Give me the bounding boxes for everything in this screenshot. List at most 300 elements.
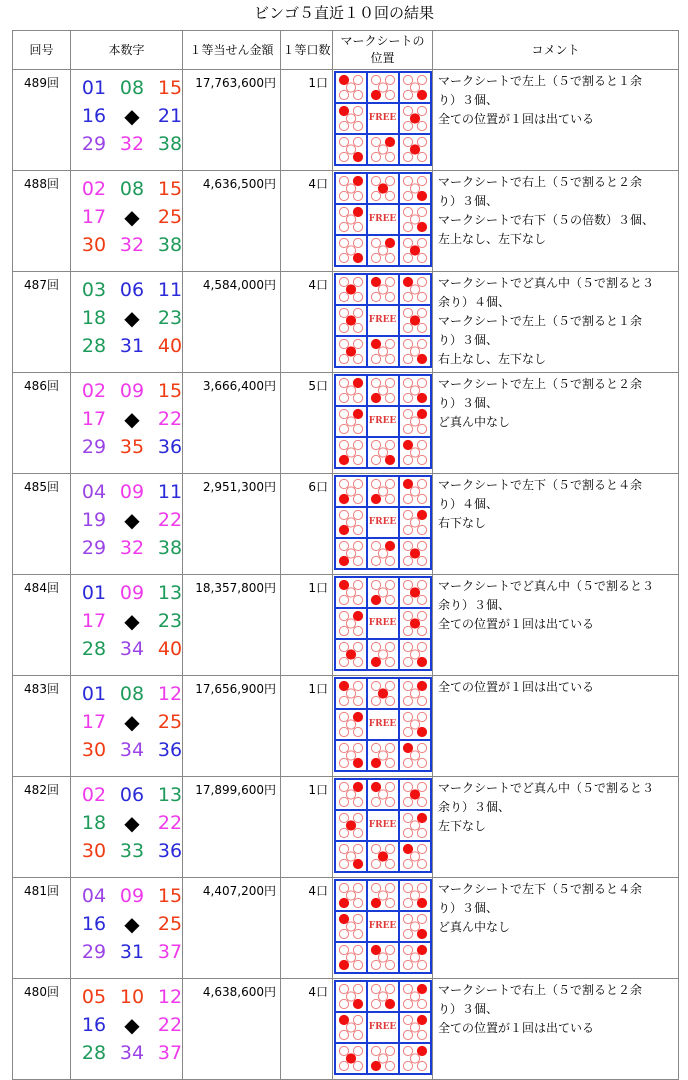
comment-line: マークシートで右上（５で割ると２余 <box>438 983 643 997</box>
empty-mark-icon <box>371 455 380 464</box>
sheet-cell <box>367 437 399 468</box>
empty-mark-icon <box>353 339 362 348</box>
winning-number: 34 <box>119 739 145 761</box>
comment-line: り）３個、 <box>438 396 499 410</box>
empty-mark-icon <box>339 152 348 161</box>
empty-mark-icon <box>385 898 394 907</box>
winning-number: 15 <box>157 380 183 402</box>
empty-mark-icon <box>353 556 362 565</box>
empty-mark-icon <box>353 696 362 705</box>
comment-line: マークシートでど真ん中（５で割ると３ <box>438 276 655 290</box>
winning-number: 32 <box>119 537 145 559</box>
comment-line: 全ての位置が１回は出ている <box>438 1021 595 1035</box>
empty-mark-icon <box>353 1061 362 1070</box>
empty-mark-icon <box>339 191 348 200</box>
mark-circles-icon <box>336 205 366 234</box>
filled-mark-icon <box>371 1061 380 1070</box>
winning-number: 37 <box>157 941 183 963</box>
sheet-cell <box>335 779 367 810</box>
mark-circles-icon <box>336 174 366 203</box>
sheet-cell <box>335 709 367 740</box>
winning-number: 01 <box>81 683 107 705</box>
mark-circles-icon <box>400 609 430 638</box>
empty-mark-icon <box>353 797 362 806</box>
empty-mark-icon <box>371 292 380 301</box>
first-prize-count: 4口 <box>281 272 333 373</box>
filled-mark-icon <box>385 455 394 464</box>
empty-mark-icon <box>353 844 362 853</box>
empty-mark-icon <box>346 922 355 931</box>
mark-circles-icon <box>400 438 430 467</box>
winning-number: 08 <box>119 683 145 705</box>
empty-mark-icon <box>339 758 348 767</box>
empty-mark-icon <box>339 541 348 550</box>
sheet-cell <box>335 810 367 841</box>
table-row <box>13 878 679 979</box>
empty-mark-icon <box>346 386 355 395</box>
table-row <box>13 70 679 171</box>
empty-mark-icon <box>339 1030 348 1039</box>
sheet-cell <box>399 1012 431 1043</box>
empty-mark-icon <box>410 852 419 861</box>
empty-mark-icon <box>353 222 362 231</box>
winning-number: 34 <box>119 1042 145 1064</box>
mark-circles-icon <box>400 135 430 164</box>
sheet-cell <box>399 103 431 134</box>
mark-circles-icon <box>400 780 430 809</box>
filled-mark-icon <box>339 494 348 503</box>
filled-mark-icon <box>417 945 426 954</box>
empty-mark-icon <box>371 238 380 247</box>
sheet-cell <box>335 911 367 942</box>
empty-mark-icon <box>353 929 362 938</box>
empty-mark-icon <box>385 681 394 690</box>
empty-mark-icon <box>385 393 394 402</box>
mark-circles-icon <box>336 73 366 102</box>
winning-number: 30 <box>81 840 107 862</box>
round-number: 485回 <box>13 474 71 575</box>
winning-numbers <box>71 474 183 575</box>
empty-mark-icon <box>371 984 380 993</box>
comment-line: マークシートで左上（５で割ると１余 <box>438 314 643 328</box>
empty-mark-icon <box>403 308 412 317</box>
sheet-cell <box>335 134 367 165</box>
mark-circles-icon <box>400 578 430 607</box>
empty-mark-icon <box>339 277 348 286</box>
empty-mark-icon <box>346 549 355 558</box>
sheet-cell <box>367 779 399 810</box>
empty-mark-icon <box>410 953 419 962</box>
filled-mark-icon <box>371 277 380 286</box>
sheet-cell <box>367 235 399 266</box>
winning-number: 17 <box>81 408 107 430</box>
free-diamond-icon: ◆ <box>124 306 140 330</box>
empty-mark-icon <box>417 859 426 868</box>
empty-mark-icon <box>403 424 412 433</box>
sheet-cell <box>367 336 399 367</box>
winning-number: 09 <box>119 380 145 402</box>
mark-circles-icon <box>400 881 430 910</box>
empty-mark-icon <box>353 479 362 488</box>
free-cell: FREE <box>367 103 399 134</box>
winning-number: 36 <box>157 436 183 458</box>
empty-mark-icon <box>403 191 412 200</box>
mark-circles-icon <box>400 1044 430 1073</box>
filled-mark-icon <box>353 611 362 620</box>
first-prize-amount: 17,656,900円 <box>183 676 281 777</box>
empty-mark-icon <box>346 1023 355 1032</box>
empty-mark-icon <box>378 751 387 760</box>
winning-numbers <box>71 272 183 373</box>
mark-circles-icon <box>368 135 398 164</box>
empty-mark-icon <box>378 347 387 356</box>
empty-mark-icon <box>417 238 426 247</box>
winning-number: 08 <box>119 178 145 200</box>
filled-mark-icon <box>346 1054 355 1063</box>
empty-mark-icon <box>371 378 380 387</box>
filled-mark-icon <box>353 712 362 721</box>
empty-mark-icon <box>403 984 412 993</box>
round-number: 482回 <box>13 777 71 878</box>
empty-mark-icon <box>353 657 362 666</box>
empty-mark-icon <box>353 277 362 286</box>
empty-mark-icon <box>410 417 419 426</box>
empty-mark-icon <box>339 1046 348 1055</box>
empty-mark-icon <box>417 696 426 705</box>
empty-mark-icon <box>371 75 380 84</box>
sheet-cell <box>335 103 367 134</box>
mark-circles-icon <box>336 1013 366 1042</box>
empty-mark-icon <box>339 479 348 488</box>
mark-circles-icon <box>400 539 430 568</box>
sheet-cell <box>399 841 431 872</box>
empty-mark-icon <box>410 83 419 92</box>
empty-mark-icon <box>339 595 348 604</box>
empty-mark-icon <box>378 83 387 92</box>
empty-mark-icon <box>417 494 426 503</box>
empty-mark-icon <box>403 409 412 418</box>
winning-number: 16 <box>81 105 107 127</box>
empty-mark-icon <box>417 339 426 348</box>
empty-mark-icon <box>339 137 348 146</box>
mark-circles-icon <box>336 982 366 1011</box>
sheet-cell <box>335 740 367 771</box>
winning-number: 01 <box>81 582 107 604</box>
empty-mark-icon <box>417 712 426 721</box>
filled-mark-icon <box>417 409 426 418</box>
empty-mark-icon <box>385 556 394 565</box>
mark-circles-icon <box>336 943 366 972</box>
mark-circles-icon <box>400 236 430 265</box>
mark-circles-icon <box>368 842 398 871</box>
empty-mark-icon <box>410 184 419 193</box>
first-prize-amount: 17,899,600円 <box>183 777 281 878</box>
empty-mark-icon <box>346 215 355 224</box>
sheet-cell <box>399 639 431 670</box>
empty-mark-icon <box>353 960 362 969</box>
empty-mark-icon <box>346 852 355 861</box>
empty-mark-icon <box>403 626 412 635</box>
filled-mark-icon <box>410 114 419 123</box>
empty-mark-icon <box>403 75 412 84</box>
empty-mark-icon <box>371 253 380 262</box>
empty-mark-icon <box>353 525 362 534</box>
empty-mark-icon <box>353 743 362 752</box>
winning-number: 12 <box>157 986 183 1008</box>
mark-circles-icon <box>400 275 430 304</box>
filled-mark-icon <box>371 494 380 503</box>
filled-mark-icon <box>403 844 412 853</box>
empty-mark-icon <box>378 953 387 962</box>
comment <box>433 171 679 272</box>
empty-mark-icon <box>371 960 380 969</box>
winning-number: 16 <box>81 913 107 935</box>
comment-line: 余り）３個、 <box>438 598 511 612</box>
winning-number: 18 <box>81 307 107 329</box>
winning-number: 15 <box>157 885 183 907</box>
first-prize-count: 6口 <box>281 474 333 575</box>
sheet-cell <box>367 740 399 771</box>
empty-mark-icon <box>385 696 394 705</box>
empty-mark-icon <box>410 448 419 457</box>
comment-line: り）３個、 <box>438 194 499 208</box>
empty-mark-icon <box>339 626 348 635</box>
empty-mark-icon <box>403 525 412 534</box>
free-cell: FREE <box>367 709 399 740</box>
empty-mark-icon <box>371 580 380 589</box>
filled-mark-icon <box>353 758 362 767</box>
header-sheet <box>333 31 433 70</box>
winning-number: 02 <box>81 784 107 806</box>
empty-mark-icon <box>378 1054 387 1063</box>
filled-mark-icon <box>410 619 419 628</box>
first-prize-amount: 18,357,800円 <box>183 575 281 676</box>
empty-mark-icon <box>385 743 394 752</box>
mark-circles-icon <box>400 174 430 203</box>
empty-mark-icon <box>371 999 380 1008</box>
empty-mark-icon <box>403 494 412 503</box>
empty-mark-icon <box>353 191 362 200</box>
winning-numbers <box>71 373 183 474</box>
table-row <box>13 171 679 272</box>
empty-mark-icon <box>346 487 355 496</box>
mark-circles-icon <box>368 438 398 467</box>
filled-mark-icon <box>371 898 380 907</box>
empty-mark-icon <box>403 898 412 907</box>
empty-mark-icon <box>339 409 348 418</box>
mark-circles-icon <box>336 710 366 739</box>
filled-mark-icon <box>346 650 355 659</box>
empty-mark-icon <box>346 689 355 698</box>
comment <box>433 70 679 171</box>
empty-mark-icon <box>339 510 348 519</box>
empty-mark-icon <box>371 883 380 892</box>
sheet-cell <box>399 1043 431 1074</box>
empty-mark-icon <box>346 114 355 123</box>
first-prize-amount: 4,584,000円 <box>183 272 281 373</box>
table-row <box>13 979 679 1080</box>
sheet-cell <box>399 911 431 942</box>
empty-mark-icon <box>346 790 355 799</box>
empty-mark-icon <box>371 152 380 161</box>
mark-circles-icon <box>368 780 398 809</box>
empty-mark-icon <box>339 1061 348 1070</box>
empty-mark-icon <box>417 121 426 130</box>
mark-sheet-position <box>333 70 433 171</box>
empty-mark-icon <box>385 253 394 262</box>
sheet-cell <box>367 942 399 973</box>
filled-mark-icon <box>353 999 362 1008</box>
filled-mark-icon <box>410 316 419 325</box>
empty-mark-icon <box>339 440 348 449</box>
filled-mark-icon <box>403 479 412 488</box>
round-number: 489回 <box>13 70 71 171</box>
winning-number: 36 <box>157 739 183 761</box>
mark-circles-icon <box>336 477 366 506</box>
empty-mark-icon <box>353 90 362 99</box>
empty-mark-icon <box>417 743 426 752</box>
mark-circles-icon <box>368 376 398 405</box>
comment-line: 余り）３個、 <box>438 800 511 814</box>
sheet-cell <box>335 274 367 305</box>
empty-mark-icon <box>417 782 426 791</box>
filled-mark-icon <box>371 758 380 767</box>
sheet-cell <box>335 942 367 973</box>
filled-mark-icon <box>371 339 380 348</box>
empty-mark-icon <box>339 929 348 938</box>
empty-mark-icon <box>403 782 412 791</box>
sheet-cell <box>367 274 399 305</box>
empty-mark-icon <box>353 898 362 907</box>
mark-circles-icon <box>400 1013 430 1042</box>
first-prize-count: 5口 <box>281 373 333 474</box>
sheet-cell <box>399 476 431 507</box>
mark-circles-icon <box>336 912 366 941</box>
empty-mark-icon <box>339 696 348 705</box>
table-row <box>13 676 679 777</box>
empty-mark-icon <box>339 844 348 853</box>
empty-mark-icon <box>410 992 419 1001</box>
filled-mark-icon <box>417 354 426 363</box>
empty-mark-icon <box>385 758 394 767</box>
mark-circles-icon <box>368 477 398 506</box>
first-prize-amount: 4,636,500円 <box>183 171 281 272</box>
filled-mark-icon <box>403 440 412 449</box>
mark-circles-icon <box>368 640 398 669</box>
empty-mark-icon <box>371 859 380 868</box>
sheet-cell <box>335 608 367 639</box>
winning-number: 22 <box>157 408 183 430</box>
sheet-cell <box>367 476 399 507</box>
empty-mark-icon <box>403 914 412 923</box>
comment-line: マークシートで右上（５で割ると２余 <box>438 175 643 189</box>
empty-mark-icon <box>417 595 426 604</box>
empty-mark-icon <box>417 253 426 262</box>
empty-mark-icon <box>403 137 412 146</box>
round-number: 488回 <box>13 171 71 272</box>
empty-mark-icon <box>353 424 362 433</box>
empty-mark-icon <box>403 121 412 130</box>
mark-circles-icon <box>368 174 398 203</box>
round-number: 484回 <box>13 575 71 676</box>
filled-mark-icon <box>339 455 348 464</box>
empty-mark-icon <box>346 184 355 193</box>
mark-circles-icon <box>400 407 430 436</box>
free-diamond-icon: ◆ <box>124 407 140 431</box>
winning-number: 31 <box>119 941 145 963</box>
mark-circles-icon <box>400 73 430 102</box>
filled-mark-icon <box>410 246 419 255</box>
empty-mark-icon <box>410 1023 419 1032</box>
empty-mark-icon <box>339 828 348 837</box>
filled-mark-icon <box>346 316 355 325</box>
header-sheet-line2: 位置 <box>370 51 395 65</box>
filled-mark-icon <box>353 378 362 387</box>
comment <box>433 272 679 373</box>
filled-mark-icon <box>417 191 426 200</box>
comment-line: り）３個、 <box>438 1002 499 1016</box>
empty-mark-icon <box>371 681 380 690</box>
empty-mark-icon <box>353 1015 362 1024</box>
sheet-cell <box>335 981 367 1012</box>
winning-number: 38 <box>157 537 183 559</box>
comment <box>433 979 679 1080</box>
mark-circles-icon <box>400 710 430 739</box>
winning-number: 09 <box>119 885 145 907</box>
sheet-cell <box>335 538 367 569</box>
empty-mark-icon <box>403 222 412 231</box>
filled-mark-icon <box>339 898 348 907</box>
filled-mark-icon <box>353 152 362 161</box>
winning-number: 04 <box>81 481 107 503</box>
sheet-cell <box>399 709 431 740</box>
winning-number: 34 <box>119 638 145 660</box>
empty-mark-icon <box>403 106 412 115</box>
mark-circles-icon <box>336 780 366 809</box>
mark-circles-icon <box>400 508 430 537</box>
filled-mark-icon <box>339 1015 348 1024</box>
filled-mark-icon <box>339 525 348 534</box>
mark-circles-icon <box>400 679 430 708</box>
empty-mark-icon <box>353 323 362 332</box>
empty-mark-icon <box>353 106 362 115</box>
mark-circles-icon <box>400 912 430 941</box>
winning-number: 17 <box>81 206 107 228</box>
empty-mark-icon <box>346 448 355 457</box>
winning-number: 40 <box>157 638 183 660</box>
empty-mark-icon <box>339 611 348 620</box>
empty-mark-icon <box>403 999 412 1008</box>
winning-numbers <box>71 575 183 676</box>
comment-line: マークシートで左上（５で割ると２余 <box>438 377 643 391</box>
empty-mark-icon <box>410 487 419 496</box>
comment-line: マークシートでど真ん中（５で割ると３ <box>438 781 655 795</box>
mark-circles-icon <box>336 640 366 669</box>
filled-mark-icon <box>371 945 380 954</box>
table-row <box>13 474 679 575</box>
empty-mark-icon <box>371 743 380 752</box>
empty-mark-icon <box>353 354 362 363</box>
empty-mark-icon <box>378 246 387 255</box>
mark-circles-icon <box>336 275 366 304</box>
mark-circles-icon <box>368 337 398 366</box>
filled-mark-icon <box>339 106 348 115</box>
filled-mark-icon <box>378 184 387 193</box>
empty-mark-icon <box>353 121 362 130</box>
empty-mark-icon <box>403 207 412 216</box>
sheet-cell <box>399 538 431 569</box>
empty-mark-icon <box>353 292 362 301</box>
